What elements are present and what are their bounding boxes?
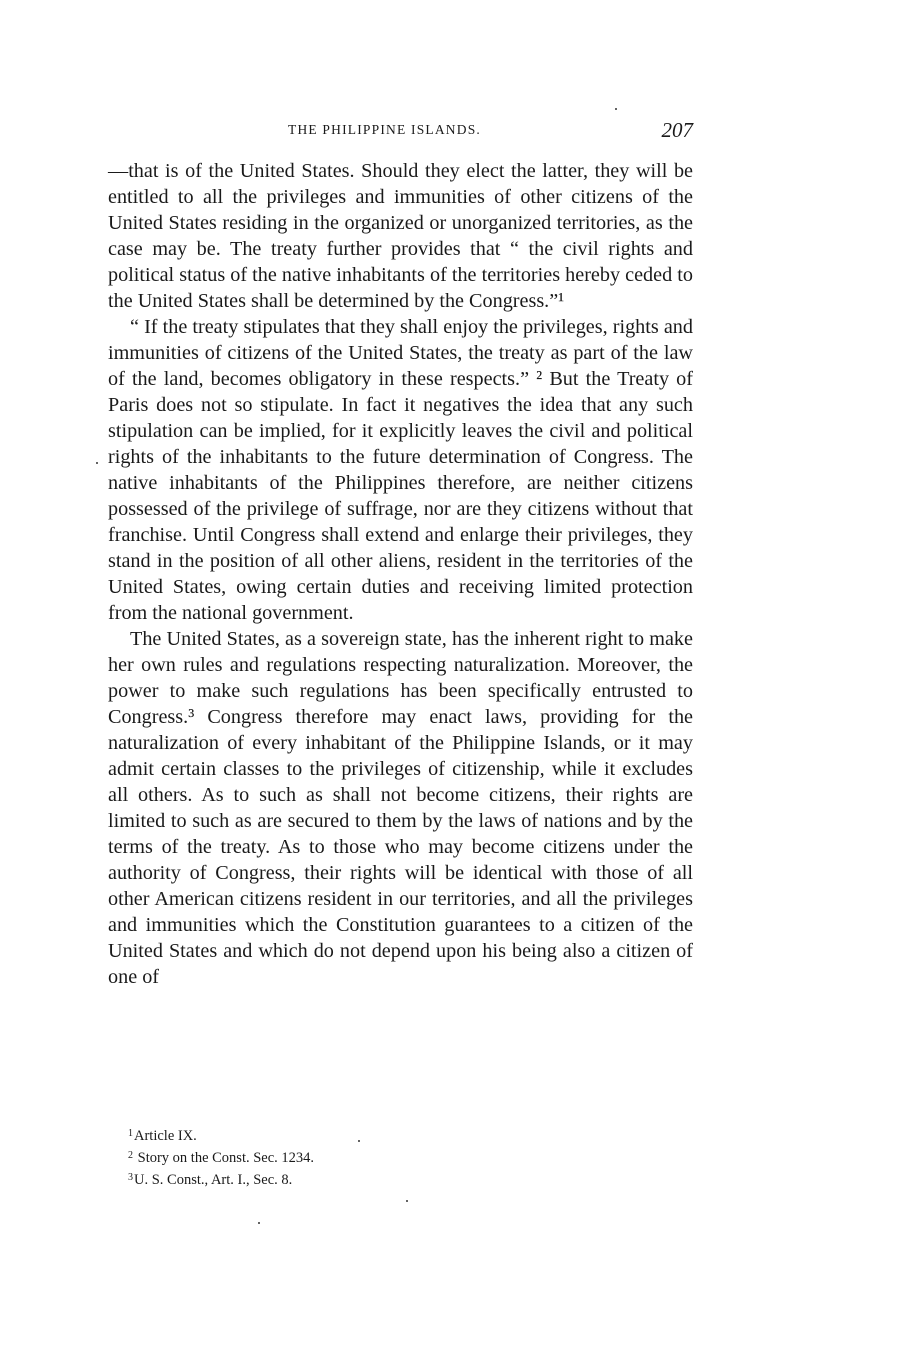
scan-speck <box>358 1140 360 1142</box>
footnote <box>128 1168 688 1190</box>
footnote-mark: 1 <box>128 1128 133 1139</box>
footnote-mark: 3 <box>128 1172 133 1183</box>
footnote <box>128 1124 688 1146</box>
paragraph: “ If the treaty stipulates that they shall enjoy the privileges, rights and immunities of citizens of the United States, the treaty as part of the law of the land, becomes obligatory in these respects.” ² But the Treaty of Paris does not so stipulate. In fact it negatives the idea that any such stipulation can be implied, for it explicitly leaves the civil and political rights of the inhabitants to the future determination of Congress. The native inhabitants of the Philippines therefore, are neither citizens possessed of the privilege of suffrage, nor are they citizens without that franchise. Until Congress shall extend and enlarge their privileges, they stand in the position of all other aliens, resident in the territories of the United States, owing certain duties and receiving limited protection from the national government. <box>108 316 693 624</box>
paragraph: —that is of the United States. Should they elect the latter, they will be entitled to all the privileges and immunities of other citizens of the United States residing in the organized or unorganized territories, as the case may be. The treaty further provides that “ the civil rights and political status of the native inhabitants of the territories hereby ceded to the United States shall be determined by the Congress.”¹ <box>108 160 693 312</box>
footnote-text: Story on the Const. Sec. 1234. <box>137 1150 315 1166</box>
footnotes <box>128 1124 688 1190</box>
page-number: 207 <box>661 118 693 142</box>
scan-speck <box>96 462 98 464</box>
paragraph: The United States, as a sovereign state, has the inherent right to make her own rules and regulations respecting naturalization. Moreover, the power to make such regulations has been specifically entrusted to Congress.³ Congress therefore may enact laws, providing for the naturalization of every inhabitant of the Philippine Islands, or it may admit certain classes to the privileges of citizenship, while it excludes all others. As to such as shall not become citizens, their rights are limited to such as are secured to them by the laws of nations and by the terms of the treaty. As to those who may become citizens under the authority of Congress, their rights will be identical with those of all other American citizens resident in our territories, and all the privileges and immunities which the Constitution guarantees to a citizen of the United States and which do not depend upon his being also a citizen of one of <box>108 628 693 988</box>
scan-speck <box>615 108 617 110</box>
footnote <box>128 1146 688 1168</box>
footnote-text: Article IX. <box>134 1128 197 1144</box>
footnote-text: U. S. Const., Art. I., Sec. 8. <box>134 1172 293 1188</box>
scan-speck <box>406 1200 408 1202</box>
footnote-mark: 2 <box>128 1150 133 1161</box>
running-head <box>108 118 693 148</box>
body-text <box>108 158 693 990</box>
running-title: THE PHILIPPINE ISLANDS. <box>288 122 481 137</box>
scan-speck <box>258 1222 260 1224</box>
